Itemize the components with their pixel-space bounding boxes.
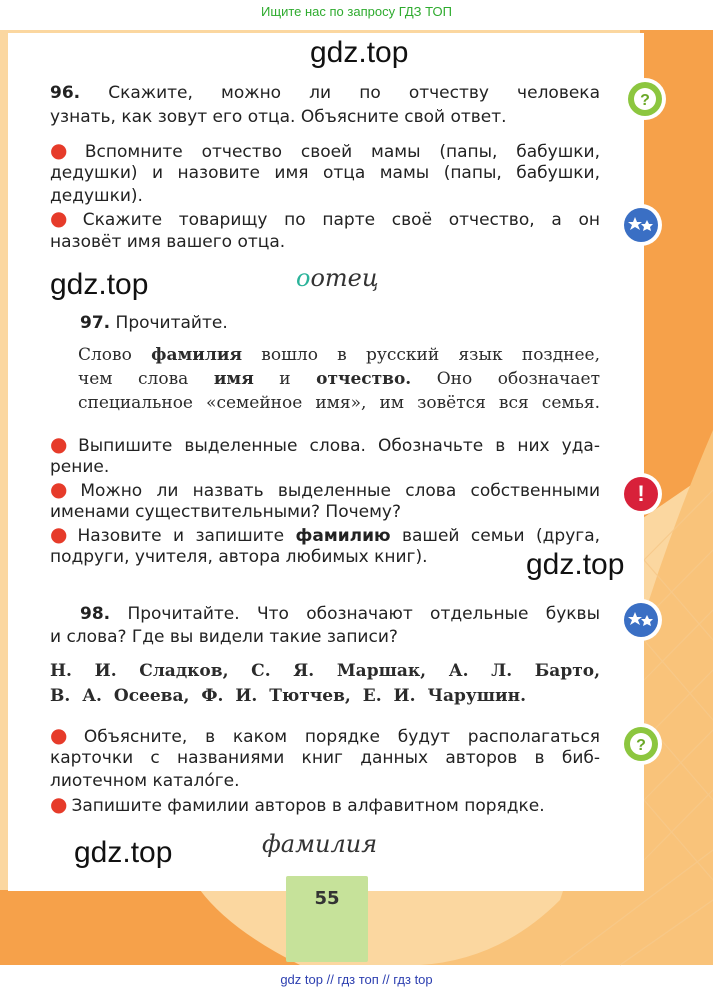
svg-text:?: ? (640, 92, 650, 109)
watermark: gdz.top (310, 36, 409, 69)
question-icon (623, 77, 667, 121)
exercise-97-header: 97. Прочитайте. (80, 313, 228, 333)
exercise-97-task1-cont: рение. (50, 457, 110, 477)
handwriting-familiya: фамилия (262, 830, 378, 858)
question-icon (619, 722, 663, 766)
bullet: ● (50, 206, 79, 230)
exercise-98-task1: ● Объясните, в каком порядке будут располагаться (50, 723, 601, 747)
exercise-97-task2-cont: именами существительными? Почему? (50, 502, 402, 522)
bullet: ● (50, 522, 74, 546)
exercise-96-line2: узнать, как зовут его отца. Объясните свой ответ. (50, 107, 507, 127)
exercise-97-text-line3: специальное «семейное имя», им зовётся вся семья. (78, 393, 600, 413)
important-icon (619, 472, 663, 516)
watermark: gdz.top (50, 268, 149, 301)
svg-text:?: ? (636, 737, 646, 754)
pair-work-icon (619, 598, 663, 642)
svg-text:!: ! (637, 481, 645, 506)
watermark: gdz.top (74, 836, 173, 869)
pair-work-icon (619, 203, 663, 247)
page-number: 55 (314, 888, 340, 909)
exercise-98-names-line2: В. А. Осеева, Ф. И. Тютчев, Е. И. Чарушин. (50, 686, 527, 706)
handwriting-otets: оотец (296, 264, 379, 292)
bullet: ● (50, 792, 68, 816)
bullet: ● (50, 432, 75, 456)
exercise-97-task2: ● Можно ли назвать выделенные слова собственными (50, 477, 600, 501)
exercise-97-task3-cont: подруги, учителя, автора любимых книг). (50, 547, 428, 567)
exercise-96-task2-cont: назовёт имя вашего отца. (50, 232, 286, 252)
exercise-98-line2: и слова? Где вы видели такие записи? (50, 627, 398, 647)
exercise-97-text-line1: Слово фамилия вошло в русский язык позднее, (78, 345, 601, 365)
exercise-98-line1: 98. Прочитайте. Что обозначают отдельные буквы (80, 604, 600, 624)
exercise-96-task1-cont: дедушки) и назовите имя отца мамы (папы, бабушки, (50, 163, 600, 183)
bullet: ● (50, 477, 77, 501)
top-banner[interactable]: Ищите нас по запросу ГДЗ ТОП (261, 4, 452, 19)
exercise-96-task1: ● Вспомните отчество своей мамы (папы, бабушки, (50, 138, 600, 162)
exercise-number: 96. (50, 83, 81, 103)
exercise-98-task1-cont: карточки с названиями книг данных авторов в биб- (50, 748, 600, 768)
bottom-banner[interactable]: gdz top // гдз топ // гдз top (280, 972, 433, 987)
exercise-97-text-line2: чем слова имя и отчество. Оно обозначает (78, 369, 601, 389)
bullet: ● (50, 138, 81, 162)
exercise-97-task3: ● Назовите и запишите фамилию вашей семьи (друга, (50, 522, 601, 546)
exercise-96-task1-end: дедушки). (50, 186, 143, 206)
exercise-98-task1-end: лиотечном катало́ге. (50, 771, 240, 791)
exercise-98-names-line1: Н. И. Сладков, С. Я. Маршак, А. Л. Барто, (50, 661, 600, 681)
exercise-96-task2: ● Скажите товарищу по парте своё отчество, а он (50, 206, 601, 230)
exercise-98-task2: ● Запишите фамилии авторов в алфавитном порядке. (50, 792, 545, 816)
bullet: ● (50, 723, 80, 747)
exercise-97-task1: ● Выпишите выделенные слова. Обозначьте в них уда- (50, 432, 600, 456)
watermark: gdz.top (526, 548, 625, 581)
exercise-96-line1: 96. Скажите, можно ли по отчеству человека (50, 83, 600, 103)
